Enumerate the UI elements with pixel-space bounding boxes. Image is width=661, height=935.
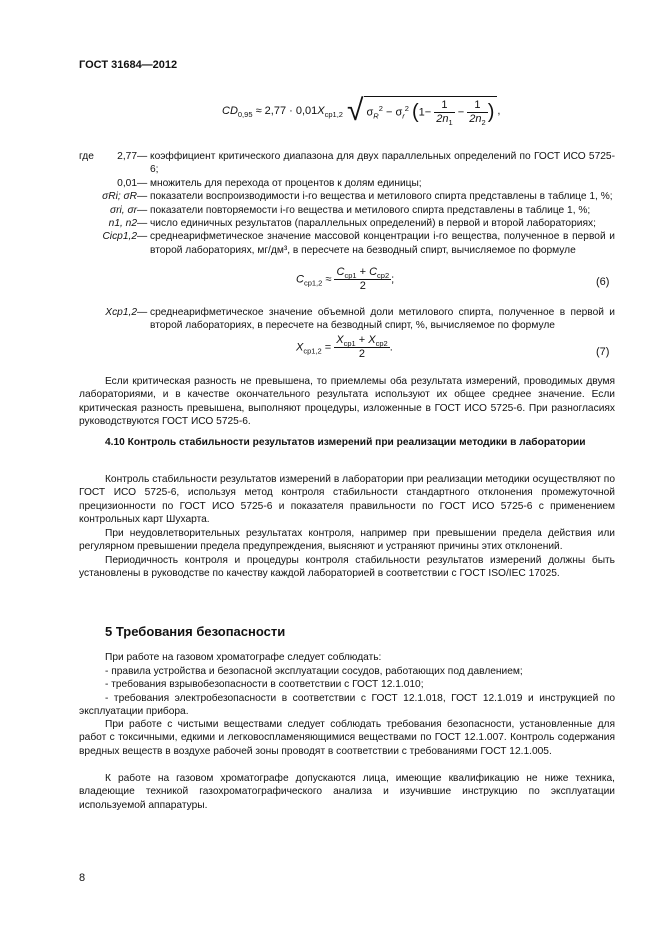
- definitions-list: [79, 150, 615, 257]
- list-5: [79, 665, 615, 719]
- equation-number-7: (7): [596, 346, 610, 358]
- list-item: - требования взрывобезопасности в соответствии с ГОСТ 12.1.010;: [105, 679, 424, 691]
- paragraph-critical-difference: Если критическая разность не превышена, то приемлемы оба результата измерений, проводимых двумя лабораториями, и в качестве окончательного результата используют их общее среднее значение. Если критическая разность превышена, выполняют процедуры, изложенные в ГОСТ ИСО 5725-6. При разногласиях руководствуются ГОСТ ИСО 5725-6.: [79, 376, 615, 428]
- definition-item: где 2,77 — коэффициент критического диапазона для двух параллельных определений по ГОСТ ИСО 5725-6;: [79, 151, 615, 176]
- paragraph-5-intro: При работе на газовом хроматографе следует соблюдать:: [105, 652, 382, 663]
- paragraph-5-b: При работе с чистыми веществами следует соблюдать требования безопасности, установленные для работ с токсичными, едкими и легковоспламеняющимися веществами по ГОСТ 12.1.007. Контроль содержания вредных веществ в воздухе рабочей зоны проводят в соответствии с требованиями ГОСТ 12.1.005.: [79, 719, 615, 757]
- section-4-10-heading: 4.10 Контроль стабильности результатов измерений при реализации методики в лаборатории: [105, 437, 586, 448]
- document-header: ГОСТ 31684—2012: [79, 59, 178, 71]
- paragraph-4-10-b: При неудовлетворительных результатах контроля, например при превышении предела действия или регулярном превышении предела предупреждения, выясняют и устраняют причины этих отклонений.: [79, 528, 615, 553]
- definition-item: n1, n2 — число единичных результатов (параллельных определений) в первой и второй лабораториях;: [108, 218, 596, 230]
- equation-number-6: (6): [596, 276, 610, 288]
- paragraph-4-10-a: Контроль стабильности результатов измерений в лаборатории при реализации методики осуществляют по ГОСТ ИСО 5725-6, используя метод контроля стабильности стандартного отклонения промежуточной прецизионности по ГОСТ ИСО 5725-6 и показателя правильности по ГОСТ ИСО 5725-6 с применением контрольных карт Шухарта.: [79, 474, 615, 526]
- paragraph-4-10-c: Периодичность контроля и процедуры контроля стабильности результатов измерений должны быть установлены в руководстве по качеству каждой лабораторией в соответствии с ГОСТ ISO/IEC 17025.: [79, 555, 615, 580]
- definition-item: Cicp1,2 — среднеарифметическое значение массовой концентрации i-го вещества, полученное в первой и второй лабораториях, мг/дм³, в пересчете на безводный спирт, вычисляемое по формуле: [102, 231, 615, 256]
- definition-item: σRi; σR — показатели воспроизводимости i-го вещества и метилового спирта представлены в таблице 1, %;: [102, 191, 613, 203]
- definition-x: [79, 306, 615, 333]
- formula-6: $C_{ср1,2}$ ≈ $\frac{C_{ср1} + C_{ср2}}{2}$ ;: [296, 266, 395, 292]
- section-5-heading: 5 Требования безопасности: [105, 624, 286, 639]
- paragraph-5-c: К работе на газовом хроматографе допускаются лица, имеющие квалификацию не ниже техника, владеющие техникой газохроматографического анализа и изучившие инструкцию по эксплуатации используемой аппаратуры.: [79, 773, 615, 811]
- definition-item: σri, σr — показатели повторяемости i-го вещества и метилового спирта представлены в таблице 1, %;: [110, 204, 591, 216]
- definition-item: Xср1,2 — среднеарифметическое значение объемной доли метилового спирта, полученное в первой и второй лабораториях, в пересчете на безводный спирт, %, вычисляемое по формуле: [105, 307, 615, 332]
- page-number: 8: [79, 872, 86, 884]
- list-item: - требования электробезопасности в соответствии с ГОСТ 12.1.018, ГОСТ 12.1.019 и инструкцией по эксплуатации прибора.: [79, 692, 615, 718]
- definition-item: 0,01 — множитель для перехода от процентов к долям единицы;: [117, 177, 422, 189]
- list-item: - правила устройства и безопасной эксплуатации сосудов, работающих под давлением;: [105, 666, 523, 677]
- formula-7: $X_{ср1,2}$ = $\frac{X_{ср1} + X_{ср2}}{2}$ .: [296, 334, 393, 360]
- formula-cd: $CD_{0,95} \approx 2,77 \cdot 0,01X_{ср1,2}$ √ $\sigma_R^2 - \sigma_r^2$ (1− $\frac{1}{2n_1}$ − $\frac{1}{2n_2}$ ) ,: [222, 94, 501, 128]
